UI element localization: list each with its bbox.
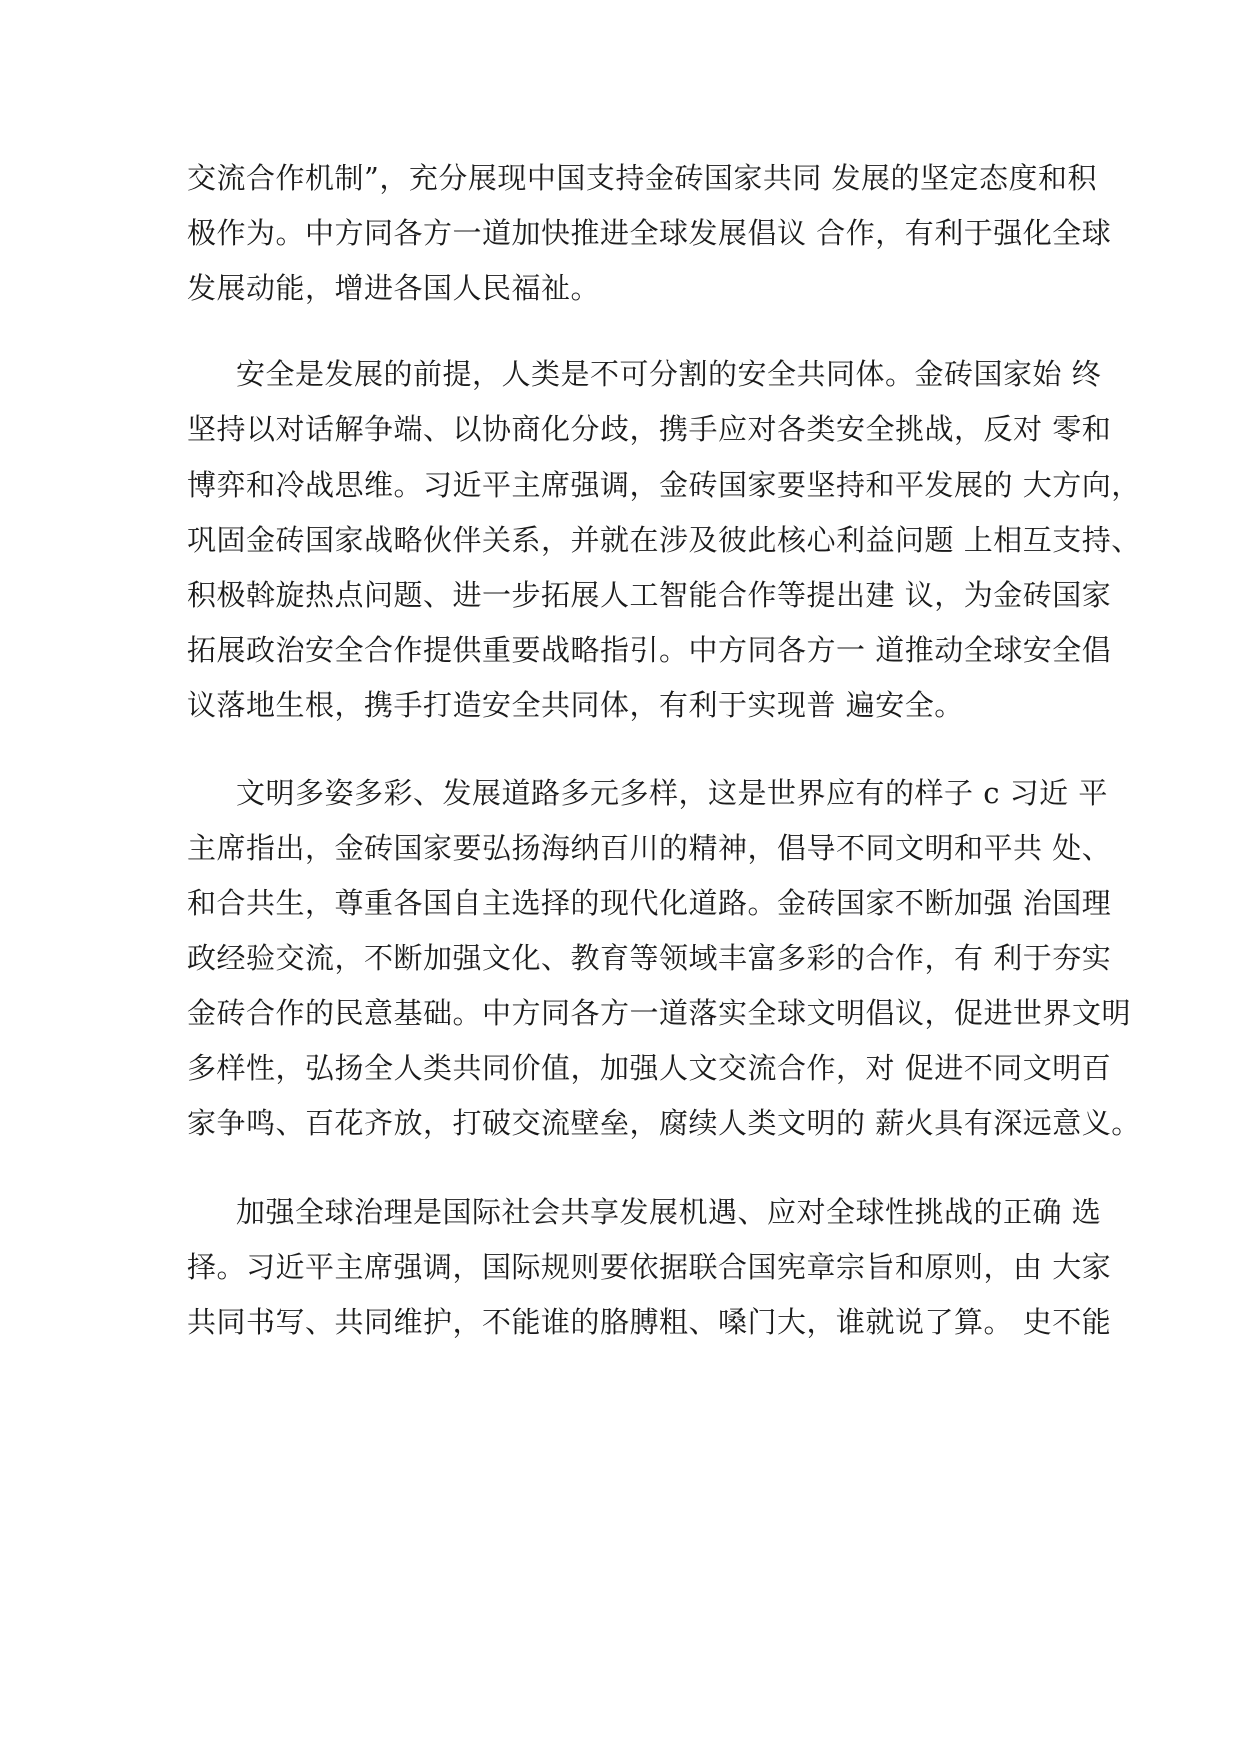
paragraph-2-line-2: 坚持以对话解争端、以协商化分歧，携手应对各类安全挑战，反对 零和 bbox=[187, 412, 1112, 446]
paragraph-2-line-5: 积极斡旋热点问题、进一步拓展人工智能合作等提出建 议，为金砖国家 bbox=[187, 578, 1112, 612]
paragraph-2-line-6: 拓展政治安全合作提供重要战略指引。中方同各方一 道推动全球安全倡 bbox=[187, 633, 1112, 667]
paragraph-3-line-4: 政经验交流，不断加强文化、教育等领域丰富多彩的合作，有 利于夯实 bbox=[187, 941, 1112, 975]
paragraph-3-line-2: 主席指出，金砖国家要弘扬海纳百川的精神，倡导不同文明和平共 处、 bbox=[187, 831, 1112, 865]
paragraph-3-line-1: 文明多姿多彩、发展道路多元多样，这是世界应有的样子 c 习近 平 bbox=[236, 776, 1108, 810]
paragraph-2-line-1: 安全是发展的前提，人类是不可分割的安全共同体。金砖国家始 终 bbox=[236, 357, 1102, 391]
paragraph-2-line-7: 议落地生根，携手打造安全共同体，有利于实现普 遍安全。 bbox=[187, 688, 964, 722]
paragraph-1-line-1: 交流合作机制”，充分展现中国支持金砖国家共同 发展的坚定态度和积 bbox=[187, 161, 1098, 195]
paragraph-3-line-5: 金砖合作的民意基础。中方同各方一道落实全球文明倡议，促进世界文明 bbox=[187, 996, 1132, 1030]
paragraph-1-line-3: 发展动能，增进各国人民福祉。 bbox=[187, 271, 601, 305]
paragraph-2-line-4: 巩固金砖国家战略伙伴关系，并就在涉及彼此核心利益问题 上相互支持、 bbox=[187, 523, 1141, 557]
paragraph-3-line-3: 和合共生，尊重各国自主选择的现代化道路。金砖国家不断加强 治国理 bbox=[187, 886, 1112, 920]
paragraph-3-line-7: 家争鸣、百花齐放，打破交流壁垒，腐续人类文明的 薪火具有深远意义。 bbox=[187, 1106, 1141, 1140]
paragraph-4-line-3: 共同书写、共同维护，不能谁的胳膊粗、嗓门大，谁就说了算。 史不能 bbox=[187, 1305, 1112, 1339]
paragraph-2-line-3: 博弈和冷战思维。习近平主席强调，金砖国家要坚持和平发展的 大方向， bbox=[187, 468, 1141, 502]
paragraph-4-line-2: 择。习近平主席强调，国际规则要依据联合国宪章宗旨和原则，由 大家 bbox=[187, 1250, 1112, 1284]
paragraph-4-line-1: 加强全球治理是国际社会共享发展机遇、应对全球性挑战的正确 选 bbox=[236, 1195, 1102, 1229]
paragraph-3-line-6: 多样性，弘扬全人类共同价值，加强人文交流合作，对 促进不同文明百 bbox=[187, 1051, 1112, 1085]
paragraph-1-line-2: 极作为。中方同各方一道加快推进全球发展倡议 合作，有利于强化全球 bbox=[187, 216, 1112, 250]
